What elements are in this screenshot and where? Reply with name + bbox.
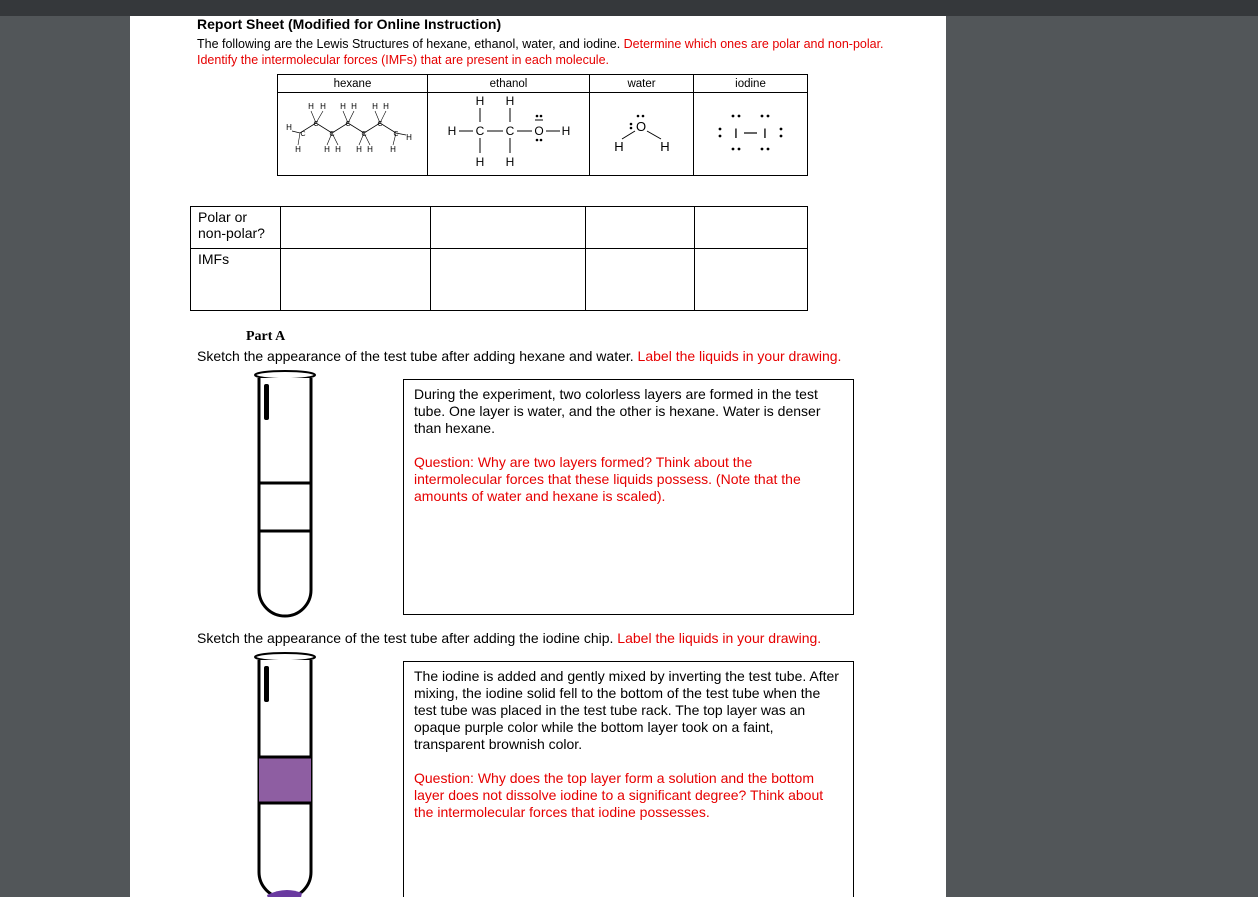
hexane-imfs-cell[interactable] [281,249,431,311]
ethanol-polar-cell[interactable] [431,207,586,249]
test-tube-2 [250,650,320,897]
sketch-instruction-2 [197,630,821,646]
svg-text:H: H [335,145,341,154]
ethanol-imfs-cell[interactable] [431,249,586,311]
svg-text:C: C [313,121,319,128]
svg-text:C: C [300,131,306,138]
svg-text:H: H [390,145,396,154]
svg-text:H: H [367,145,373,154]
svg-text:H: H [372,102,378,111]
part-a-heading: Part A [246,329,286,344]
svg-text:H: H [295,145,301,154]
svg-text:I: I [734,125,738,141]
iodine-polar-cell[interactable] [695,207,808,249]
intro-text: The following are the Lewis Structures of hexane, ethanol, water, and iodine. [197,37,624,51]
lewis-structures-table [277,74,808,176]
svg-text:H: H [475,155,485,169]
hexane-structure [278,93,428,176]
svg-text:C: C [329,131,335,138]
header-hexane: hexane [278,75,428,93]
box1-observation: During the experiment, two colorless layers are formed in the test tube. One layer is water, and the other is hexane. Water is denser than hexane. [414,386,821,436]
svg-text:C: C [361,131,367,138]
iodine-imfs-cell[interactable] [695,249,808,311]
svg-text:H: H [324,145,330,154]
header-water: water [590,75,694,93]
sketch-instruction-1 [197,348,841,364]
imfs-label: IMFs [191,249,281,311]
iodine-structure [694,93,808,176]
svg-text:H: H [561,124,571,138]
header-iodine: iodine [694,75,808,93]
purple-layer [259,757,311,803]
svg-text:H: H [286,123,292,132]
header-ethanol: ethanol [428,75,590,93]
svg-text:H: H [505,94,515,108]
document-page [130,16,946,897]
report-title: Report Sheet (Modified for Online Instruction) [197,16,502,32]
polar-label: Polar or non-polar? [191,207,281,249]
answer-table [190,206,808,311]
svg-text:H: H [475,94,485,108]
svg-text:H: H [320,102,326,111]
sketch1-label-instruction: Label the liquids in your drawing. [637,348,842,364]
sketch1-text: Sketch the appearance of the test tube after adding hexane and water. [197,348,638,364]
hexane-polar-cell[interactable] [281,207,431,249]
svg-text:H: H [308,102,314,111]
water-polar-cell[interactable] [586,207,695,249]
observation-box-1 [403,379,854,615]
svg-text:H: H [660,139,670,154]
svg-text:C: C [377,121,383,128]
observation-box-2 [403,661,854,897]
svg-text:H: H [614,139,624,154]
svg-text:H: H [505,155,515,169]
svg-text:C: C [505,124,515,138]
ethanol-structure [428,93,590,176]
water-structure [590,93,694,176]
viewer-toolbar [0,0,1258,16]
svg-text:H: H [351,102,357,111]
svg-text:H: H [340,102,346,111]
svg-text:H: H [406,133,412,142]
intro-instruction: Determine which ones are polar and non-polar. Identify the intermolecular forces (IMFs) that are present in each molecule. [197,37,884,67]
sketch2-text: Sketch the appearance of the test tube after adding the iodine chip. [197,630,618,646]
svg-text:H: H [447,124,457,138]
svg-text:O: O [534,124,544,138]
svg-text:C: C [475,124,485,138]
svg-text:I: I [763,125,767,141]
sketch2-label-instruction: Label the liquids in your drawing. [617,630,822,646]
svg-text:H: H [356,145,362,154]
svg-text:C: C [393,131,399,138]
water-imfs-cell[interactable] [586,249,695,311]
box2-question: Question: Why does the top layer form a solution and the bottom layer does not dissolve iodine to a significant degree? Think about the intermolecular forces that iodine possesses. [414,770,824,820]
test-tube-1 [250,368,320,628]
svg-text:H: H [383,102,389,111]
svg-text:O: O [635,119,647,134]
box1-question: Question: Why are two layers formed? Think about the intermolecular forces that these liquids possess. (Note that the amounts of water and hexane is scaled). [414,454,801,504]
svg-text:C: C [345,121,351,128]
intro-paragraph [197,36,897,68]
box2-observation: The iodine is added and gently mixed by inverting the test tube. After mixing, the iodine solid fell to the bottom of the test tube when the test tube was placed in the test tube rack. The top layer was an opaque purple color while the bottom layer took on a faint, transparent brownish color. [414,668,839,752]
